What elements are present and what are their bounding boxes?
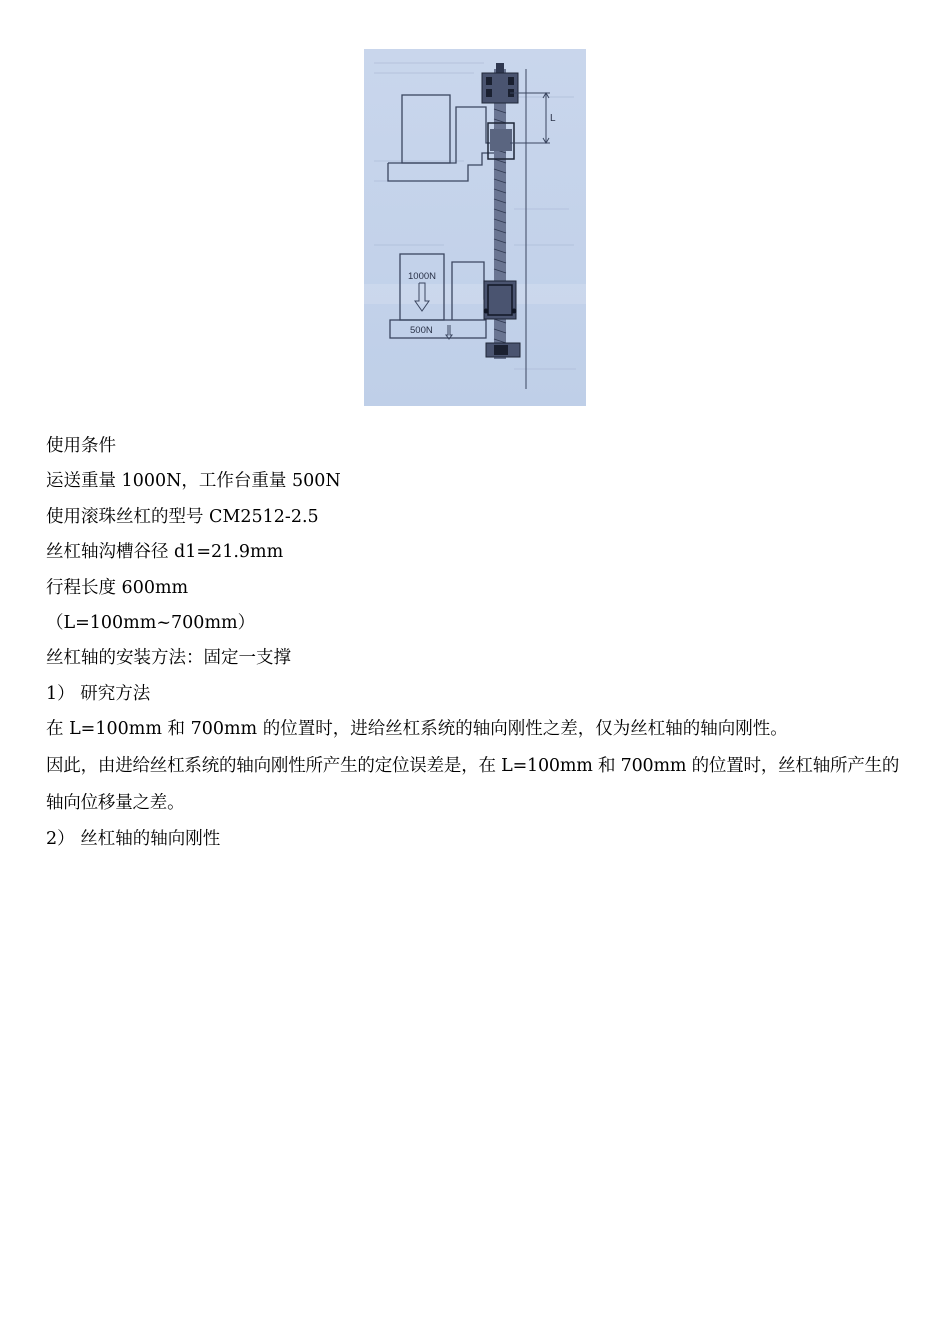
conditions-heading: 使用条件 <box>46 436 116 456</box>
section-1-heading: 1） 研究方法 <box>46 683 151 704</box>
stroke-length: 行程长度 600mm <box>46 577 189 598</box>
method-paragraph-2: 因此，由进给丝杠系统的轴向刚性所产生的定位误差是，在 L=100mm 和 700mm 的位置时，丝杠轴所产生的轴向位移量之差。 <box>46 755 900 813</box>
section-2-heading: 2） 丝杠轴的轴向刚性 <box>46 828 221 849</box>
mounting-method: 丝杠轴的安装方法：固定一支撑 <box>46 648 291 669</box>
load-label-1000n: 1000N <box>408 271 436 282</box>
lower-nut <box>484 281 516 319</box>
upper-carriage-outline <box>402 95 450 163</box>
document-body <box>46 429 916 857</box>
ballscrew-diagram <box>364 49 586 406</box>
ballscrew-model: 使用滚珠丝杠的型号 CM2512-2.5 <box>46 506 319 527</box>
worktable-box <box>390 320 486 338</box>
groove-diameter: 丝杠轴沟槽谷径 d1=21.9mm <box>46 542 284 563</box>
load-weights: 运送重量 1000N，工作台重量 500N <box>46 471 341 492</box>
l-range: （L=100mm~700mm） <box>46 612 256 633</box>
method-paragraph-1: 在 L=100mm 和 700mm 的位置时，进给丝杠系统的轴向刚性之差，仅为丝杠轴的轴向刚性。 <box>46 719 788 740</box>
dimension-l-label: L <box>550 113 556 124</box>
load-label-500n: 500N <box>410 325 433 336</box>
